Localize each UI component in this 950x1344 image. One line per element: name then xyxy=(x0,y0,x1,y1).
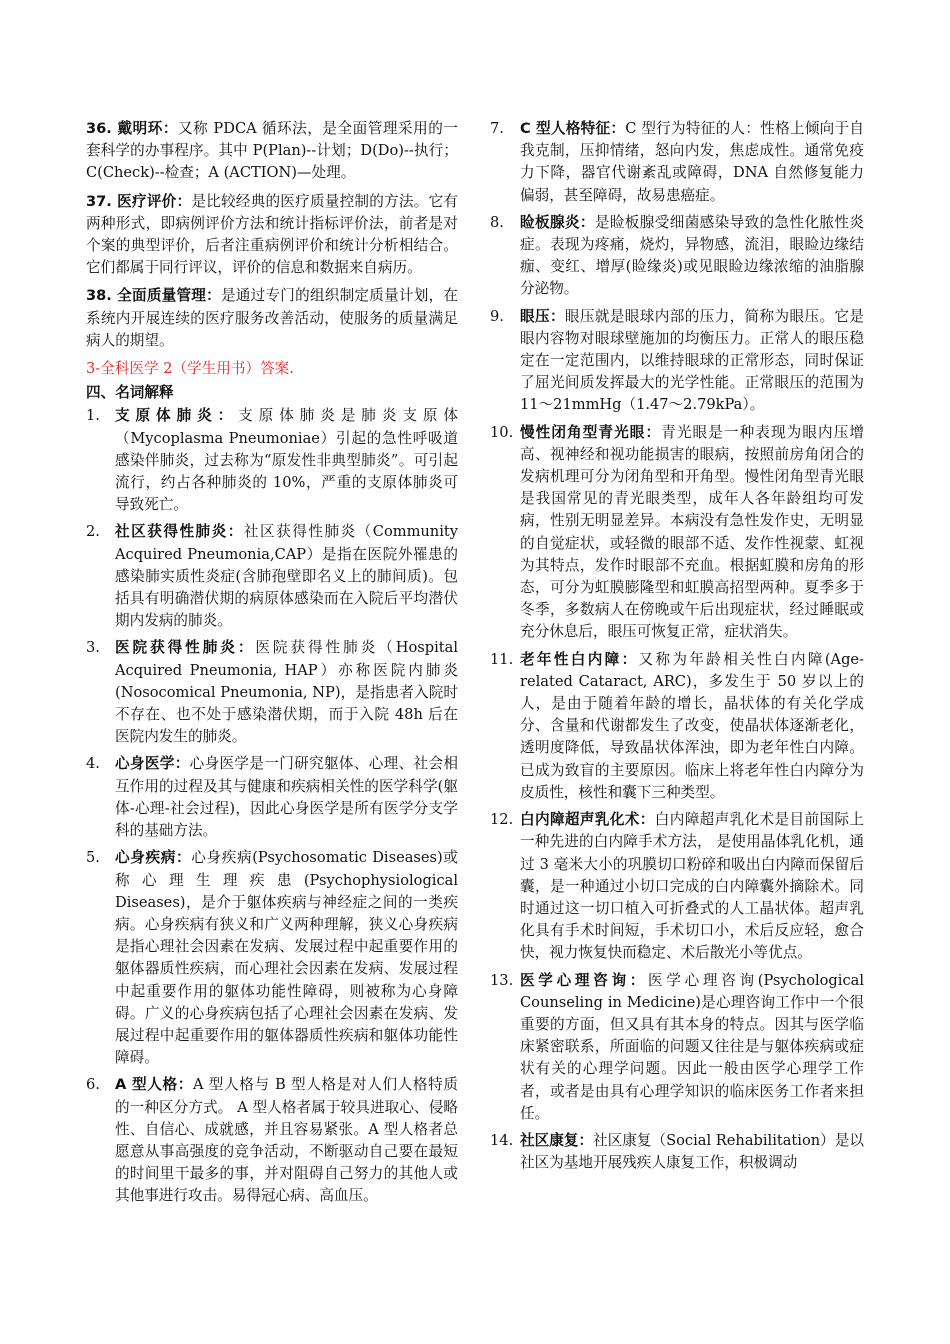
term: 睑板腺炎： xyxy=(520,213,595,231)
term: 心身疾病： xyxy=(115,849,192,867)
left-column xyxy=(86,118,458,1213)
item-number: 1. xyxy=(86,407,100,425)
list-item xyxy=(86,405,458,516)
list-item xyxy=(490,649,864,804)
definition-38 xyxy=(86,285,458,352)
item-number: 3. xyxy=(86,639,100,657)
item-number: 11. xyxy=(490,650,514,668)
item-number: 6. xyxy=(86,1076,100,1094)
term: 37. 医疗评价： xyxy=(86,192,192,210)
term: 医学心理咨询： xyxy=(520,971,649,989)
list-item xyxy=(86,1074,458,1207)
definition-text: 又称 PDCA 循环法，是全面管理采用的一套科学的办事程序。其中 P(Plan)--计划；D(Do)--执行；C(Check)--检查；A (ACTION)—处理。 xyxy=(86,120,458,182)
list-item xyxy=(86,637,458,748)
list-item xyxy=(490,970,864,1125)
section-source-note: 3-全科医学 2（学生用书）答案. xyxy=(86,360,294,378)
item-number: 8. xyxy=(490,213,504,231)
list-item xyxy=(490,306,864,417)
section-heading: 四、名词解释 xyxy=(86,384,174,402)
term: 心身医学： xyxy=(115,755,190,773)
term: 38. 全面质量管理： xyxy=(86,287,221,305)
term: 社区获得性肺炎： xyxy=(115,523,244,541)
definition-37 xyxy=(86,191,458,280)
list-item xyxy=(86,521,458,632)
item-number: 5. xyxy=(86,849,100,867)
item-number: 14. xyxy=(490,1131,514,1149)
term: 白内障超声乳化术： xyxy=(520,811,655,829)
list-item xyxy=(490,212,864,301)
term: 眼压： xyxy=(520,307,565,325)
definition-text: 社区获得性肺炎（Community Acquired Pneumonia,CAP）是指在医院外罹患的感染肺实质性炎症(含肺孢壁即名义上的肺间质)。包括具有明确潜伏期的病原体感染而在入院后平均潜伏期内发病的肺炎。 xyxy=(115,523,458,630)
list-item xyxy=(490,1130,864,1174)
definition-text: 医学心理咨询(Psychological Counseling in Medicine)是心理咨询工作中一个很重要的方面，但又具有其本身的特点。因其与医学临床紧密联系，所面临的问题又往往是与躯体疾病或症状有关的心理学问题。因此一般由医学心理学工作者，或者是由具有心理学知识的临床医务工作者来担任。 xyxy=(520,971,864,1122)
list-item xyxy=(86,847,458,1069)
list-item xyxy=(490,809,864,964)
term: 医院获得性肺炎： xyxy=(115,639,256,657)
definition-text: C 型行为特征的人：性格上倾向于自我克制，压抑情绪，怒向内发，焦虑成性。通常免疫力下降，器官代谢紊乱或障碍，DNA 自然修复能力偏弱，甚至障碍，故易患癌症。 xyxy=(520,120,865,204)
term: A 型人格： xyxy=(115,1076,193,1094)
definition-text: 支原体肺炎是肺炎支原体（Mycoplasma Pneumoniae）引起的急性呼吸道感染伴肺炎，过去称为“原发性非典型肺炎”。可引起流行，约占各种肺炎的 10%，严重的支原体肺炎可导致死亡。 xyxy=(115,407,458,514)
term: 36. 戴明环： xyxy=(86,120,178,137)
definition-text: 是比较经典的医疗质量控制的方法。它有两种形式，即病例评价方法和统计指标评价法，前者是对个案的典型评价，后者注重病例评价和统计分析相结合。它们都属于同行评议，评价的信息和数据来自病历。 xyxy=(86,192,458,277)
term: C 型人格特征： xyxy=(520,120,626,137)
definition-text: 白内障超声乳化术是目前国际上一种先进的白内障手术方法， 是使用晶体乳化机，通过 3 毫米大小的巩膜切口粉碎和吸出白内障而保留后囊，是一种通过小切口完成的白内障囊外摘除术。同时通过这一切口植入可折叠式的人工晶状体。超声乳化具有手术时间短，手术切口小，术后反应轻，愈合快，视力恢复快而稳定、术后散光小等优点。 xyxy=(520,811,864,962)
definition-text: A 型人格与 B 型人格是对人们人格特质的一种区分方式。 A 型人格者属于较具进取心、侵略性、自信心、成就感，并且容易紧张。A 型人格者总愿意从事高强度的竞争活动，不断驱动自己要在最短的时间里干最多的事，并对阻碍自己努力的其他人或其他事进行攻击。易得冠心病、高血压。 xyxy=(115,1076,458,1205)
definition-text: 眼压就是眼球内部的压力，简称为眼压。它是眼内容物对眼球壁施加的均衡压力。正常人的眼压稳定在一定范围内，以维持眼球的正常形态，同时保证了屈光间质发挥最大的光学性能。正常眼压的范围为 11～21mmHg（1.47～2.79kPa）。 xyxy=(520,307,864,414)
right-column xyxy=(490,118,864,1179)
item-number: 12. xyxy=(490,811,514,829)
list-item xyxy=(86,753,458,842)
term: 社区康复： xyxy=(520,1131,594,1149)
term: 老年性白内障： xyxy=(520,650,639,668)
item-number: 10. xyxy=(490,423,514,441)
definition-text: 心身医学是一门研究躯体、心理、社会相互作用的过程及其与健康和疾病相关性的医学科学(躯体-心理-社会过程)，因此心身医学是所有医学分支学科的基础方法。 xyxy=(115,755,458,840)
list-item xyxy=(490,422,864,644)
definition-text: 青光眼是一种表现为眼内压增高、视神经和视功能损害的眼病，按照前房角闭合的发病机理可分为闭角型和开角型。慢性闭角型青光眼是我国常见的青光眼类型，成年人各年龄组均可发病，性别无明显差异。本病没有急性发作史，无明显的自觉症状，或轻微的眼部不适、发作性视蒙、虹视为其特点，发作时眼部不充血。根据虹膜和房角的形态，可分为虹膜膨隆型和虹膜高招型两种。夏季多于冬季，多数病人在傍晚或午后出现症状，经过睡眠或充分休息后，眼压可恢复正常，症状消失。 xyxy=(520,423,864,641)
definition-text: 医院获得性肺炎（Hospital Acquired Pneumonia, HAP）亦称医院内肺炎(Nosocomical Pneumonia, NP)，是指患者入院时不存在、也不处于感染潜伏期，而于入院 48h 后在医院内发生的肺炎。 xyxy=(115,639,458,746)
item-number: 2. xyxy=(86,523,100,541)
item-number: 4. xyxy=(86,755,100,773)
item-number: 9. xyxy=(490,307,504,325)
definition-text: 心身疾病(Psychosomatic Diseases)或称心理生理疾患(Psychophysiological Diseases)，是介于躯体疾病与神经症之间的一类疾病。心身疾病有狭义和广义两种理解，狭义心身疾病是指心理社会因素在发病、发展过程中起重要作用的躯体器质性疾病，而心理社会因素在发病、发展过程中起重要作用的躯体功能性障碍，则被称为心身障碍。广义的心身疾病包括了心理社会因素在发病、发展过程中起重要作用的躯体器质性疾病和躯体功能性障碍。 xyxy=(115,849,458,1067)
term: 慢性闭角型青光眼： xyxy=(520,423,662,441)
definition-text: 又称为年龄相关性白内障(Age-related Cataract, ARC)，多发生于 50 岁以上的人，是由于随着年龄的增长，晶状体的有关化学成分、含量和代谢都发生了改变，使晶状体逐渐老化，透明度降低，导致晶状体浑浊，即为老年性白内障。已成为致盲的主要原因。临床上将老年性白内障分为皮质性，核性和囊下三种类型。 xyxy=(520,650,864,801)
definition-text: 社区康复（Social Rehabilitation）是以社区为基地开展残疾人康复工作，积极调动 xyxy=(520,1131,864,1172)
definition-text: 是睑板腺受细菌感染导致的急性化脓性炎症。表现为疼痛，烧灼，异物感，流泪，眼睑边缘结痂、变红、增厚(睑缘炎)或见眼睑边缘浓缩的油脂腺分泌物。 xyxy=(520,213,864,298)
list-item xyxy=(490,118,864,207)
term: 支原体肺炎： xyxy=(115,407,239,425)
definition-text: 是通过专门的组织制定质量计划，在系统内开展连续的医疗服务改善活动，使服务的质量满足病人的期望。 xyxy=(86,287,458,349)
definition-36 xyxy=(86,118,458,185)
item-number: 13. xyxy=(490,971,514,989)
item-number: 7. xyxy=(490,120,504,137)
